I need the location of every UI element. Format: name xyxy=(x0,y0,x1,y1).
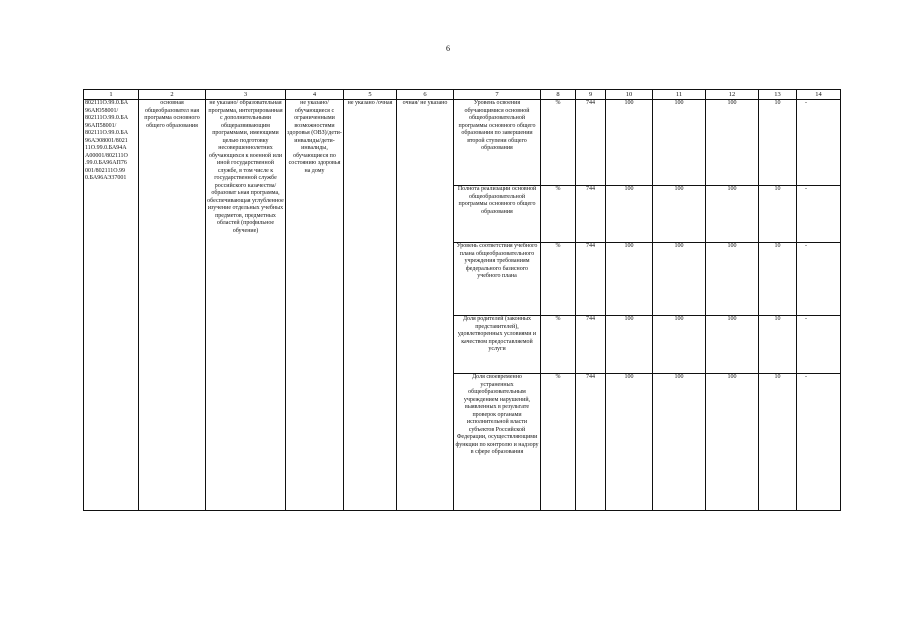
header-cell-3: 3 xyxy=(206,90,286,100)
indicator-okei-code: 744 xyxy=(576,243,606,316)
indicator-value-14: - xyxy=(797,100,841,186)
indicator-value-11: 100 xyxy=(653,316,706,374)
page-number: 6 xyxy=(446,44,450,53)
header-cell-14: 14 xyxy=(797,90,841,100)
indicator-okei-code: 744 xyxy=(576,186,606,243)
form-cell-a: не указано /очная xyxy=(344,100,397,511)
indicator-value-14: - xyxy=(797,316,841,374)
indicator-name: Уровень соответствия учебного плана общеобразовательного учреждения требованиям федерального базисного учебного плана xyxy=(454,243,541,316)
indicator-value-11: 100 xyxy=(653,186,706,243)
indicator-value-10: 100 xyxy=(606,100,653,186)
indicator-unit: % xyxy=(541,186,576,243)
indicator-value-13: 10 xyxy=(759,374,797,511)
indicator-value-11: 100 xyxy=(653,374,706,511)
indicator-value-13: 10 xyxy=(759,100,797,186)
indicator-value-12: 100 xyxy=(706,316,759,374)
indicator-value-11: 100 xyxy=(653,243,706,316)
header-cell-7: 7 xyxy=(454,90,541,100)
table-row xyxy=(84,100,841,186)
form-cell-b: очная/ не указано xyxy=(397,100,454,511)
indicator-value-10: 100 xyxy=(606,316,653,374)
indicator-name: Уровень освоения обучающимися основной общеобразовательной программы основного общего образования по завершении второй ступени общего образования xyxy=(454,100,541,186)
indicator-value-13: 10 xyxy=(759,186,797,243)
header-cell-13: 13 xyxy=(759,90,797,100)
indicator-okei-code: 744 xyxy=(576,374,606,511)
indicator-value-12: 100 xyxy=(706,100,759,186)
header-cell-8: 8 xyxy=(541,90,576,100)
indicator-unit: % xyxy=(541,243,576,316)
registry-code-cell: 802111О.99.0.БА 96АЮ58001/ 802111О.99.0.БА 96АП58001/ 802111О.99.0.БА 96АЭ08001/8021 11О.99.0.БА94А А00001/802111О .99.0.БА96АП76 001/802111О.99 0.БА96АЭ37001 xyxy=(84,100,139,511)
indicator-unit: % xyxy=(541,316,576,374)
program-type-cell: не указано/ образовательная программа, интегрированная с дополнительными общеразвивающим программами, имеющими целью подготовку несовершеннолетних обучающихся к военной или иной государственной службе, в том числе к государственной службе российского казачества/образоват ьная программа, обеспечивающая углубленное изучение отдельных учебных предметов, предметных областей (профильное обучение) xyxy=(206,100,286,511)
indicator-value-12: 100 xyxy=(706,374,759,511)
header-cell-2: 2 xyxy=(139,90,206,100)
quality-indicators-table xyxy=(83,89,841,511)
indicator-name: Полнота реализации основной общеобразовательной программы основного общего образования xyxy=(454,186,541,243)
indicator-value-10: 100 xyxy=(606,186,653,243)
indicator-value-11: 100 xyxy=(653,100,706,186)
header-row xyxy=(84,90,841,100)
indicator-name: Доля родителей (законных представителей), удовлетворенных условиями и качеством предоставляемой услуги xyxy=(454,316,541,374)
indicator-value-14: - xyxy=(797,186,841,243)
indicator-value-14: - xyxy=(797,374,841,511)
header-cell-9: 9 xyxy=(576,90,606,100)
indicator-unit: % xyxy=(541,374,576,511)
header-cell-4: 4 xyxy=(286,90,344,100)
indicator-value-14: - xyxy=(797,243,841,316)
indicator-okei-code: 744 xyxy=(576,316,606,374)
header-cell-5: 5 xyxy=(344,90,397,100)
indicator-value-12: 100 xyxy=(706,243,759,316)
indicator-name: Доля своевременно устраненных общеобразовательным учреждением нарушений, выявленных в результате проверок органами исполнительной власти субъектов Российской Федерации, осуществляющими функции по контролю и надзору в сфере образования xyxy=(454,374,541,511)
header-cell-12: 12 xyxy=(706,90,759,100)
indicator-value-10: 100 xyxy=(606,243,653,316)
indicator-okei-code: 744 xyxy=(576,100,606,186)
student-category-cell: не указано/ обучающиеся с ограниченными возможностями здоровья (ОВЗ)/дети-инвалиды/дети-инвалиды, обучающиеся по состоянию здоровья на дому xyxy=(286,100,344,511)
header-cell-10: 10 xyxy=(606,90,653,100)
indicator-value-13: 10 xyxy=(759,316,797,374)
indicator-unit: % xyxy=(541,100,576,186)
header-cell-11: 11 xyxy=(653,90,706,100)
header-cell-6: 6 xyxy=(397,90,454,100)
program-content-cell: основная общеобразовател ная программа основного общего образования xyxy=(139,100,206,511)
indicator-value-10: 100 xyxy=(606,374,653,511)
indicator-value-12: 100 xyxy=(706,186,759,243)
indicator-value-13: 10 xyxy=(759,243,797,316)
header-cell-1: 1 xyxy=(84,90,139,100)
